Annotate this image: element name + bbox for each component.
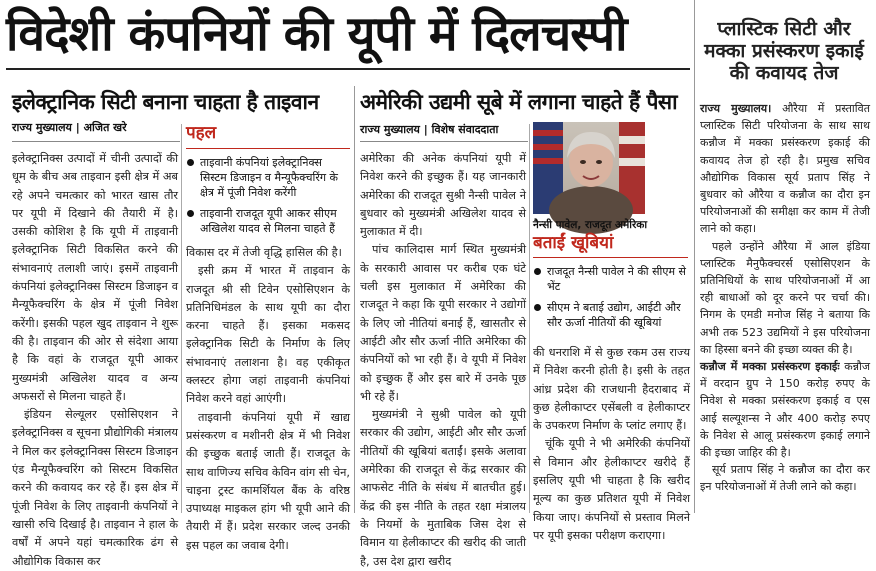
right-story-byline (360, 122, 530, 138)
bullet-icon (534, 304, 541, 311)
headline-rule (6, 68, 690, 70)
khubiyan-title: बताईं खूबियां (533, 233, 614, 253)
pahal-title: पहल (186, 123, 217, 143)
left-col1-para-1: इलेक्ट्रानिक्स उत्पादों में चीनी उत्पादों की धूम के बीच अब ताइवान इसी क्षेत्र में अब रहे अपने चमत्कार को भारत खास तौर पर यूपी में दिखाने की तैयारी में है। उसकी कोशिश है कि यूपी में ताइवानी इलेक्ट्रानिक सिटी विकसित करने की संभावनाएं तलाशी जाएं। इसमें ताइवानी कंपनियां इलेक्ट्रानिक्स सिस्टम डिजाइन व मैन्यूफैक्चरिंग के क्षेत्र में पूंजी निवेश करेंगी। इसकी पहल खुद ताइवान ने शुरू की है। ताइवान की ओर से संदेशा आया है कि वहां के राजदूत यूपी आकर मुख्यमंत्री अखिलेश यादव व अन्य अफसरों से मिलना चाहते हैं। (12, 152, 178, 403)
side-para-3-text: कन्नौज में वरदान ग्रुप ने 150 करोड़ रुपए के निवेश से मक्का प्रसंस्करण इकाई व एस आई सल्यूशन्स ने और 400 करोड़ रुपए के निवेश से आलू प्रसंस्करण इकाई लगाने की इच्छा जाहिर की है। (700, 360, 870, 460)
side-story-headline: प्लास्टिक सिटी और मक्का प्रसंस्करण इकाई की कवायद तेज (704, 18, 864, 84)
right-col1-para-1: अमेरिका की अनेक कंपनियां यूपी में निवेश करने की इच्छुक हैं। यह जानकारी अमेरिका की राजदूत सुश्री नैन्सी पावेल ने बुधवार को मुख्यमंत्री अखिलेश यादव से मुलाकात में दी। (360, 152, 526, 239)
main-headline: विदेशी कंपनियों की यूपी में दिलचस्पी (6, 6, 627, 62)
khubiyan-point-text: सीएम ने बताई उद्योग, आईटी और सौर ऊर्जा नीतियों की खूबियां (547, 301, 681, 329)
pahal-rule (186, 148, 350, 149)
pahal-point (186, 155, 350, 200)
side-story-divider (694, 0, 695, 513)
photo-caption: नैन्सी पावेल, राजदूत अमेरिका (533, 219, 648, 231)
right-column-2 (533, 344, 690, 542)
left-col1-para-2: इंडियन सेल्यूलर एसोसिएशन ने इलेक्ट्रानिक्स व सूचना प्रौद्योगिकी मंत्रालय ने मिल कर इलेक्ट्रानिक्स सिस्टम डिजाइन एंड मैन्यूफैक्चरिंग को सिस्टम विकसित करने की कवायद कर रहे हैं। इस क्षेत्र में पूंजी निवेश के लिए ताइवानी कंपनियों ने खासी रुचि दिखाई है। ताइवान ने हाल के वर्षों में अपने यहां चमत्कारिक ढंग से औद्योगिक विकास कर (12, 408, 178, 568)
side-para-1 (700, 100, 870, 238)
left-col2-para-1: विकास दर में तेजी वृद्धि हासिल की है। (186, 246, 342, 259)
left-author: अजित खरे (83, 121, 127, 134)
bullet-icon (187, 210, 194, 217)
khubiyan-list-wrap (533, 264, 688, 330)
side-lead: औरैया में प्रस्तावित प्लास्टिक सिटी परियोजना के साथ साथ कन्नौज में मक्का प्रसंस्करण इकाई की कवायद तेज हो रही है। प्रमुख सचिव औद्योगिक विकास सूर्य प्रताप सिंह ने बुधवार को औरैया व कन्नौज का दौरा इन परियोजनाओं की समीक्षा कर काम में तेजी लाने को कहा। (700, 102, 870, 236)
left-story-subhead: इलेक्ट्रानिक सिटी बनाना चाहता है ताइवान (12, 90, 319, 114)
story-divider (354, 86, 355, 513)
left-col2-para-3: ताइवानी कंपनियां यूपी में खाद्य प्रसंस्करण व मशीनरी क्षेत्र में भी निवेश की इच्छुक बताई जाती हैं। राजदूत के साथ वाणिज्य सचिव केविन वांग सी चेन, चाइना ट्रस्ट कामर्शियल बैंक के वरिष्ठ उपाध्यक्ष माइकल हांग भी यूपी आने की तैयारी में हैं। प्रदेश सरकार जल्द उनकी इस पहल का जवाब देगी। (186, 410, 350, 552)
left-column-1 (12, 150, 178, 568)
right-col1-para-2: पांच कालिदास मार्ग स्थित मुख्यमंत्री के सरकारी आवास पर करीब एक घंटे चली इस मुलाकात में अमेरिका की राजदूत ने कहा कि यूपी सरकार ने उद्योगों के लिए जो नीतियां बनाई हैं, खासतौर से आईटी और सौर ऊर्जा नीति अमेरिका की कंपनियों को भा रही हैं। वे यूपी में निवेश को इच्छुक हैं और इस बारे में उनके पूछ भी रहे हैं। (360, 243, 526, 403)
khubiyan-point-text: राजदूत नैन्सी पावेल ने की सीएम से भेंट (547, 265, 686, 293)
khubiyan-rule (533, 257, 688, 258)
khubiyan-box (533, 232, 688, 344)
right-column-1 (360, 150, 526, 568)
left-bureau: राज्य मुख्यालय (12, 121, 72, 134)
pahal-point-text: ताइवानी कंपनियां इलेक्ट्रानिक्स सिस्टम डिजाइन व मैन्यूफैक्चरिंग के क्षेत्र में पूंजी निवेश करेंगी (200, 156, 339, 199)
side-subhead-inline: कन्नौज में मक्का प्रसंस्करण इकाईः (700, 360, 840, 374)
left-byline-rule (12, 141, 180, 142)
right-author: विशेष संवाददाता (431, 123, 499, 136)
left-column-divider (181, 124, 182, 513)
right-story-subhead: अमेरिकी उद्यमी सूबे में लगाना चाहते हैं पैसा (360, 90, 678, 114)
pahal-box (186, 122, 350, 244)
side-para-2: पहले उन्होंने औरैया में आल इंडिया प्लास्टिक मैनुफैक्चरर्स एसोसिएशन के प्रतिनिधियों के साथ परियोजनाओं में आ रही बाधाओं को दूर करने पर चर्चा की। निगम के एमडी मनोज सिंह ने बताया कि अभी तक 523 उद्यमियों ने इस परियोजना का हिस्सा बनने की इच्छा व्यक्त की है। (700, 239, 870, 356)
side-para-3 (700, 358, 870, 461)
right-col2-para-2: चूंकि यूपी ने भी अमेरिकी कंपनियों से विमान और हेलीकाप्टर खरीदे हैं इसलिए यूपी भी चाहता है कि खरीद मूल्य का कुछ प्रतिशत यूपी में निवेश किया जाए। कंपनियों से प्रस्ताव मिलने पर यूपी इसका परीक्षण कराएगा। (533, 437, 690, 542)
khubiyan-list (533, 264, 688, 330)
right-col2-para-1: की धनराशि में से कुछ रकम उस राज्य में निवेश करनी होती है। इसी के तहत आंध्र प्रदेश की राजधानी हैदराबाद में कुछ हेलीकाप्टर एसेंबली व हेलीकाप्टर के उपकरण निर्माण के प्लांट लगाए हैं। (533, 346, 690, 433)
left-column-2 (186, 244, 350, 552)
side-para-4: सूर्य प्रताप सिंह ने कन्नौज का दौरा कर इन परियोजनाओं में तेजी लाने को कहा। (700, 463, 870, 494)
ambassador-photo (533, 122, 645, 214)
pahal-point-text: ताइवानी राजदूत यूपी आकर सीएम अखिलेश यादव से मिलना चाहते हैं (200, 207, 337, 235)
left-story-byline (12, 120, 182, 136)
left-col2-para-2: इसी क्रम में भारत में ताइवान के राजदूत श्री सी टिवेन एसोसिएशन के प्रतिनिधिमंडल के साथ यूपी का दौरा करना चाहते हैं। इसका मकसद इलेक्ट्रानिक सिटी के निर्माण के लिए संभावनाएं तलाशना है। वह एकीकृत क्लस्टर होगा जहां ताइवानी कंपनियां निवेश करने वहां आएंगी। (186, 264, 350, 406)
right-byline-rule (360, 141, 528, 142)
pahal-point (186, 206, 350, 236)
khubiyan-point (533, 300, 688, 330)
portrait-illustration (533, 122, 645, 214)
side-bureau: राज्य मुख्यालय। (700, 102, 772, 115)
right-bureau: राज्य मुख्यालय (360, 123, 420, 136)
byline-separator: | (75, 121, 80, 134)
bullet-icon (187, 159, 194, 166)
right-column-divider (529, 124, 530, 513)
side-story-body (700, 100, 870, 513)
khubiyan-point (533, 264, 688, 294)
byline-separator: | (423, 123, 428, 136)
right-col1-para-3: मुख्यमंत्री ने सुश्री पावेल को यूपी सरकार की उद्योग, आईटी और सौर ऊर्जा नीतियों की खूबियां बताईं। इसके अलावा अमेरिका की राजदूत से केंद्र सरकार की आफसेट नीति के संबंध में बातचीत हुई। केंद्र की इस नीति के तहत रक्षा मंत्रालय के नियमों के मुताबिक जिस देश से विमान या हेलीकाप्टर की खरीद की जाती है, उस देश द्वारा खरीद (360, 408, 526, 568)
bullet-icon (534, 268, 541, 275)
pahal-list (186, 155, 350, 236)
